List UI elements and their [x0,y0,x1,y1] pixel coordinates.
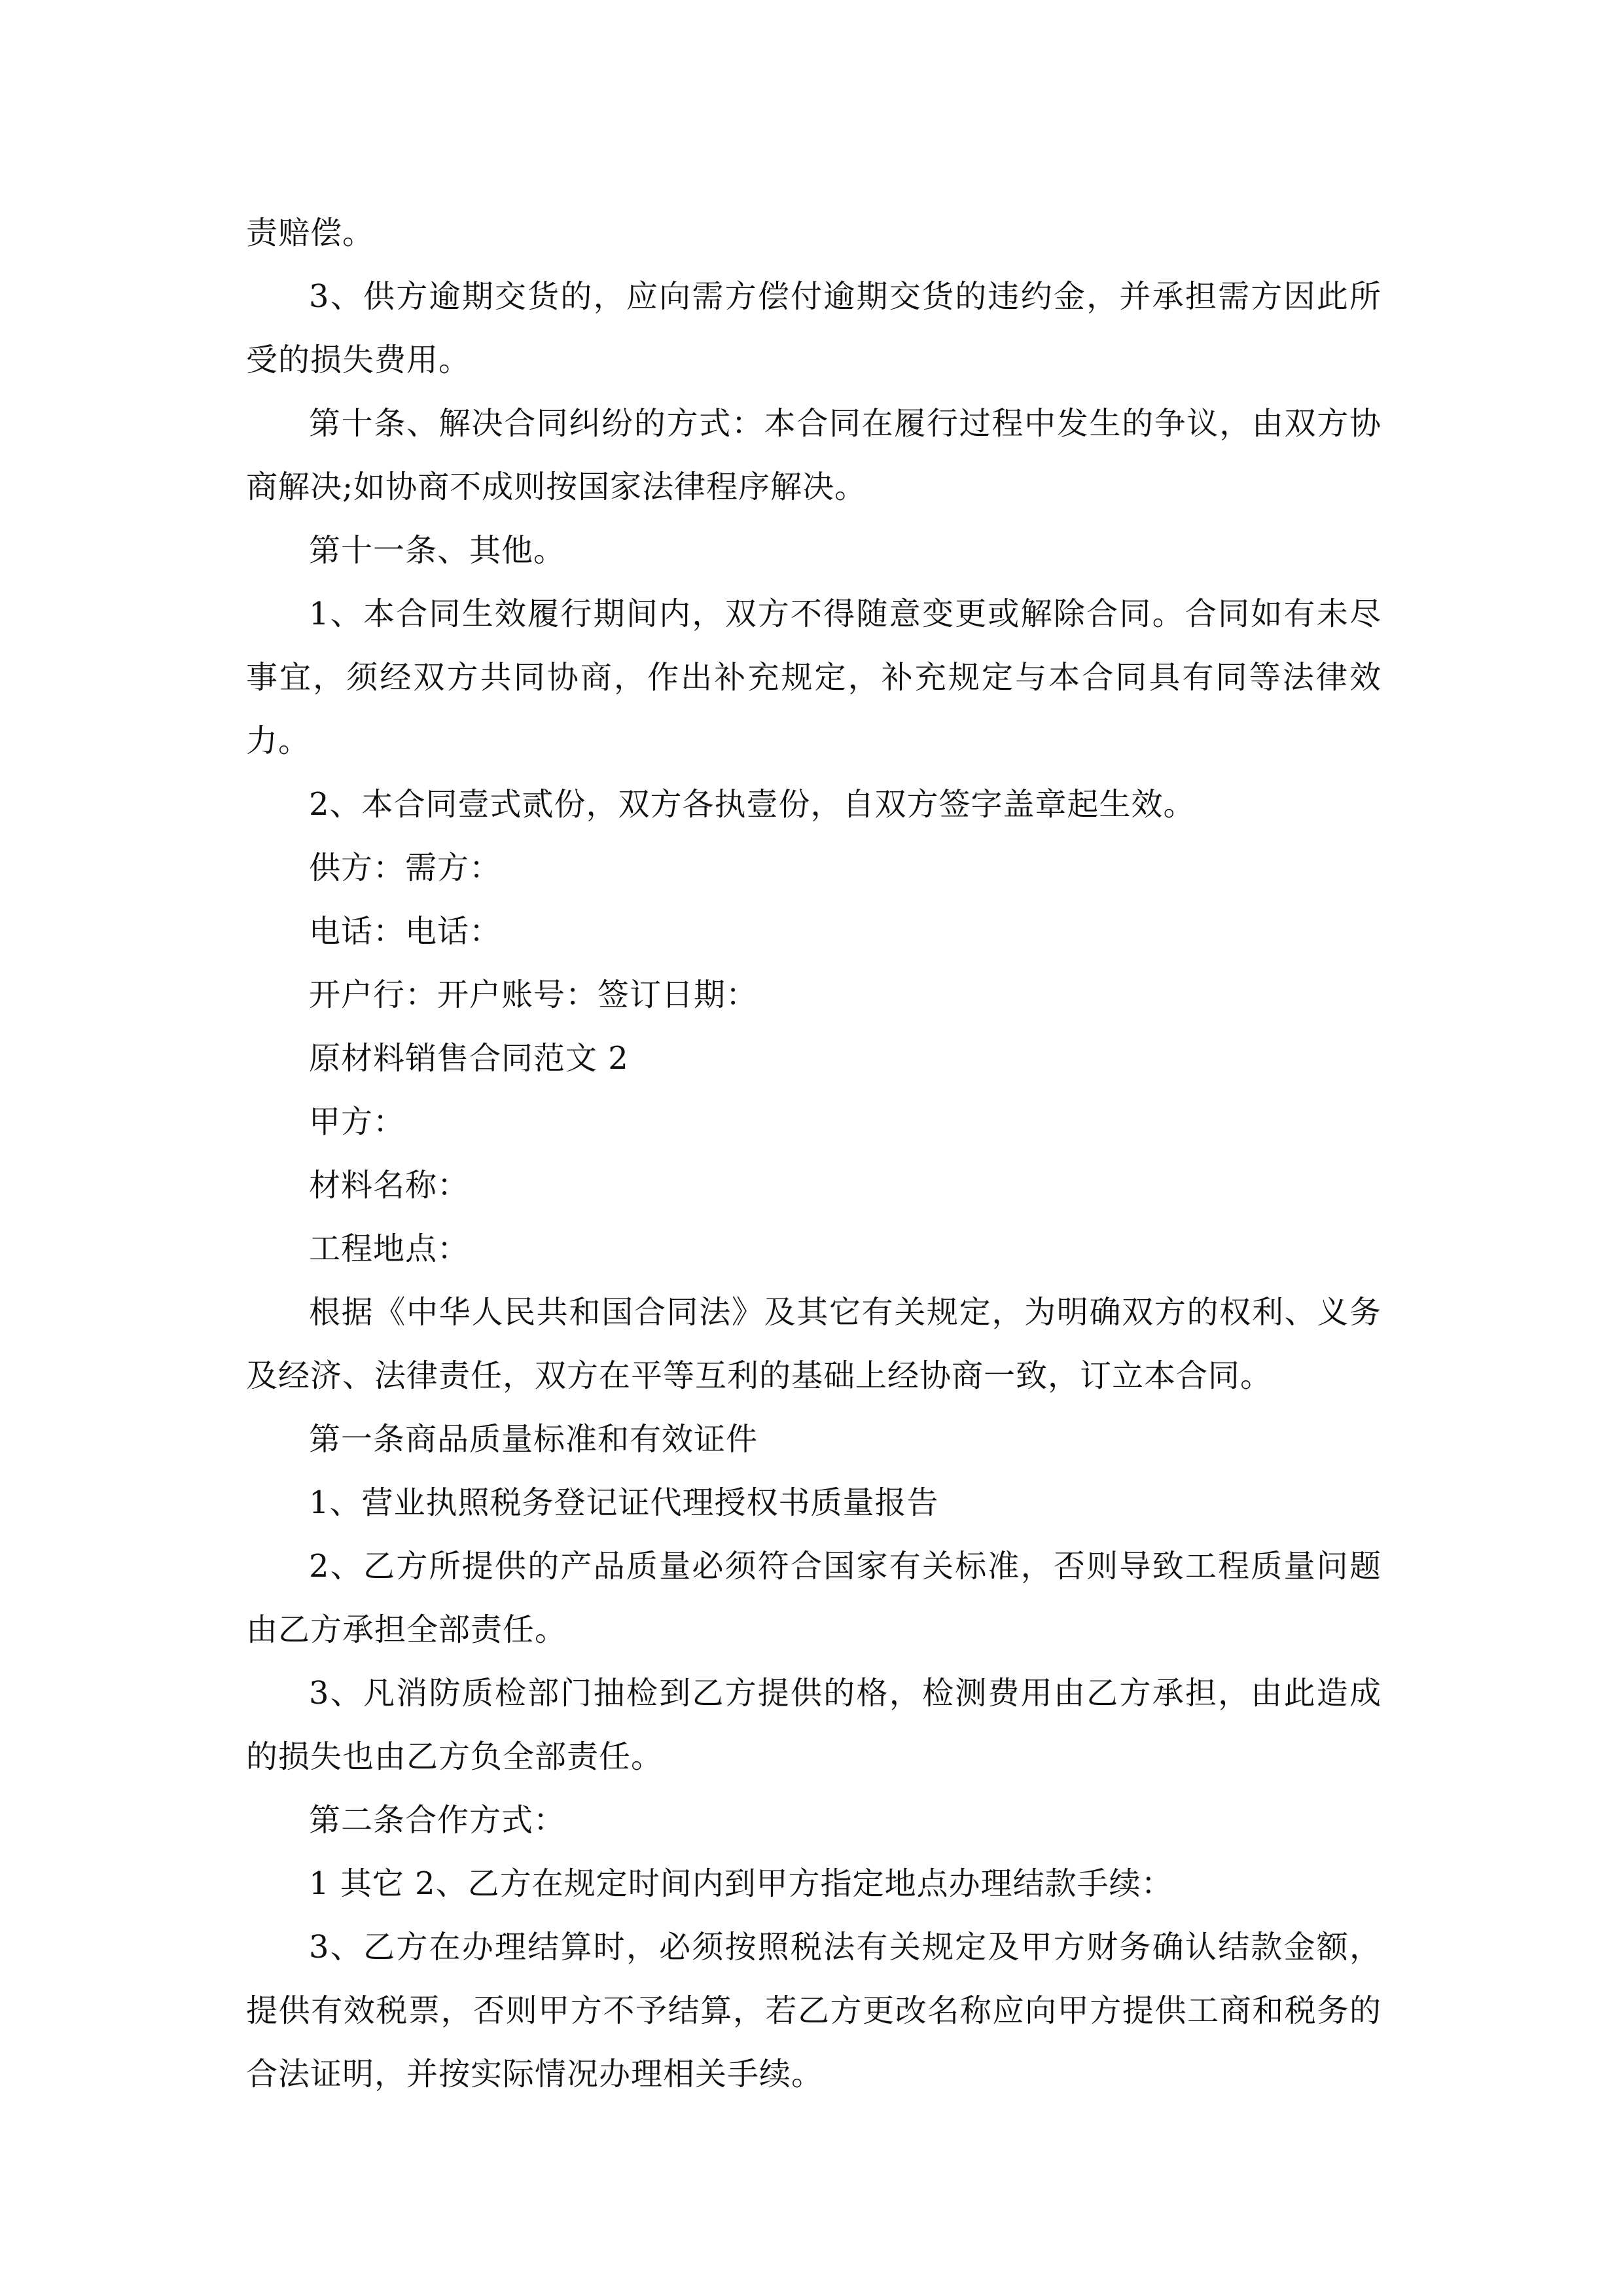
signature-line-bank: 开户行：开户账号：签订日期： [309,977,758,1013]
paragraph-continuation: 责赔偿。 [246,215,375,251]
section-heading: 第二条合作方式： [309,1802,566,1839]
paragraph: 1 其它 2、乙方在规定时间内到甲方指定地点办理结款手续： [309,1865,1173,1902]
paragraph: 3、乙方在办理结算时，必须按照税法有关规定及甲方财务确认结款金额，提供有效税票，否则甲方不予结算，若乙方更改名称应向甲方提供工商和税务的合法证明，并按实际情况办理相关手续。 [246,1929,1382,2092]
signature-line-phone: 电话：电话： [309,913,502,950]
paragraph: 根据《中华人民共和国合同法》及其它有关规定，为明确双方的权利、义务及经济、法律责任，双方在平等互利的基础上经协商一致，订立本合同。 [246,1294,1382,1394]
field-material-name: 材料名称： [309,1167,470,1204]
paragraph: 3、凡消防质检部门抽检到乙方提供的格，检测费用由乙方承担，由此造成的损失也由乙方负全部责任。 [246,1675,1382,1775]
paragraph: 3、供方逾期交货的，应向需方偿付逾期交货的违约金，并承担需方因此所受的损失费用。 [246,278,1382,378]
field-project-location: 工程地点： [309,1230,470,1267]
document-subtitle: 原材料销售合同范文 2 [309,1040,629,1077]
paragraph: 1、营业执照税务登记证代理授权书质量报告 [309,1484,939,1521]
section-heading: 第十一条、其他。 [309,532,566,569]
section-heading: 第一条商品质量标准和有效证件 [309,1421,758,1458]
document-body [246,202,1382,2106]
paragraph: 2、本合同壹式贰份，双方各执壹份，自双方签字盖章起生效。 [309,786,1196,823]
signature-line-parties: 供方：需方： [309,850,502,886]
paragraph: 2、乙方所提供的产品质量必须符合国家有关标准，否则导致工程质量问题由乙方承担全部责任。 [246,1548,1382,1648]
paragraph: 1、本合同生效履行期间内，双方不得随意变更或解除合同。合同如有未尽事宜，须经双方共同协商，作出补充规定，补充规定与本合同具有同等法律效力。 [246,596,1382,759]
field-party-a: 甲方： [309,1103,406,1140]
paragraph: 第十条、解决合同纠纷的方式：本合同在履行过程中发生的争议，由双方协商解决;如协商不成则按国家法律程序解决。 [246,405,1382,505]
